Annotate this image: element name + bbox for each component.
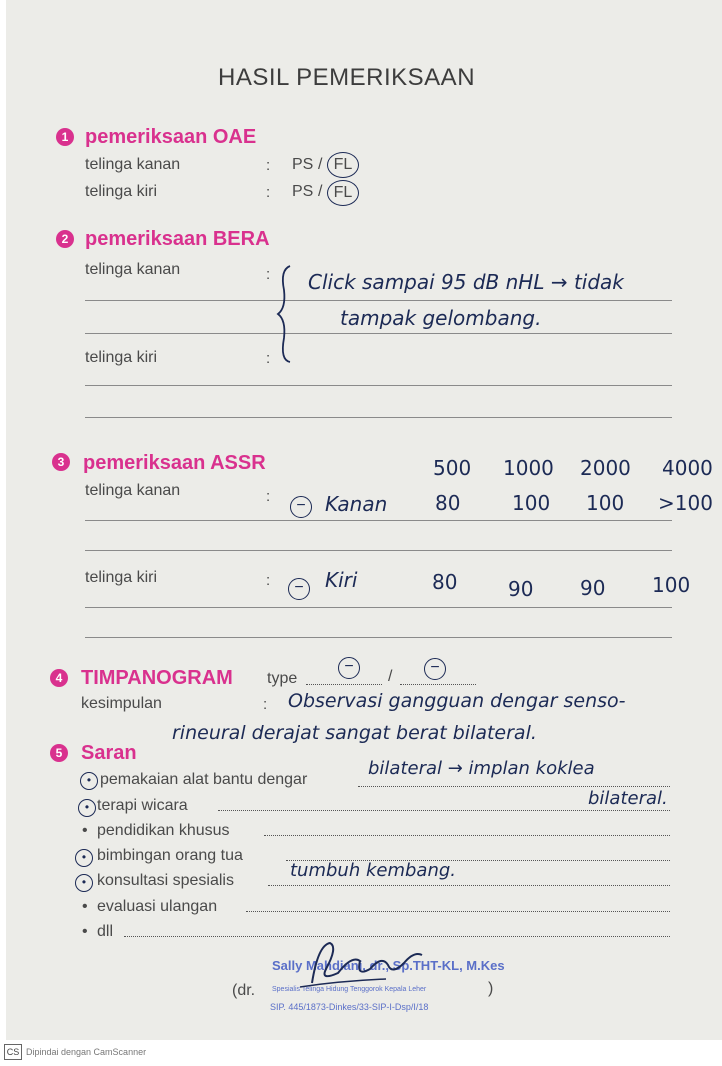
section-number-4: 4 (50, 669, 68, 687)
bera-hw-line1: Click sampai 95 dB nHL → tidak (308, 270, 624, 294)
oae-left-label: telinga kiri (85, 183, 158, 200)
bera-left-label: telinga kiri (85, 349, 158, 366)
oae-left-fl: FL (327, 180, 359, 206)
bera-line-1 (85, 300, 672, 301)
saran-item-2: pendidikan khusus (97, 822, 230, 839)
saran-item-0: pemakaian alat bantu dengar (100, 771, 308, 788)
saran-dots-2 (264, 835, 670, 836)
assr-left-colon: : (266, 572, 271, 589)
assr-line-4 (85, 637, 672, 638)
saran-note-4: tumbuh kembang. (290, 860, 457, 881)
saran-item-6: dll (97, 923, 114, 940)
signature-prefix: (dr. (232, 982, 256, 999)
oae-right-colon: : (266, 157, 271, 174)
bera-line-4 (85, 417, 672, 418)
oae-right-slash: / (318, 156, 323, 173)
signature-suffix: ) (488, 980, 494, 997)
conclusion-hw-line1: Observasi gangguan dengar senso- (288, 690, 626, 712)
bera-right-label: telinga kanan (85, 261, 181, 278)
assr-left-label: telinga kiri (85, 569, 158, 586)
assr-line-1 (85, 520, 672, 521)
saran-dots-5 (246, 911, 670, 912)
camscanner-logo: CS (4, 1044, 22, 1060)
saran-dots-0 (358, 786, 670, 787)
timpanogram-heading: TIMPANOGRAM (81, 667, 233, 689)
assr-right-500: 80 (435, 491, 461, 515)
assr-heading: pemeriksaan ASSR (83, 452, 266, 474)
assr-freq-500: 500 (433, 456, 472, 480)
section-number-5: 5 (50, 744, 68, 762)
oae-heading: pemeriksaan OAE (85, 126, 257, 148)
saran-check-1: • (78, 799, 96, 817)
stamp-sub: Spesialis Telinga Hidung Tenggorok Kepala Leher (272, 986, 427, 993)
bera-line-2 (85, 333, 672, 334)
saran-check-0: • (80, 772, 98, 790)
assr-freq-4000: 4000 (662, 456, 713, 480)
oae-left-colon: : (266, 184, 271, 201)
saran-check-4: • (75, 874, 93, 892)
assr-left-4000: 100 (652, 573, 691, 597)
assr-freq-2000: 2000 (580, 456, 631, 480)
timpanogram-type-dots-2 (400, 684, 476, 685)
conclusion-colon: : (263, 696, 268, 713)
assr-right-1000: 100 (512, 491, 551, 515)
assr-right-label: telinga kanan (85, 482, 181, 499)
bera-right-colon: : (266, 266, 271, 283)
bera-brace (276, 262, 300, 366)
assr-left-hw-label: Kiri (325, 568, 358, 592)
timpanogram-type-right: − (338, 657, 360, 679)
assr-right-minus: − (290, 496, 312, 518)
assr-right-hw-label: Kanan (325, 492, 388, 516)
oae-right-label: telinga kanan (85, 156, 181, 173)
section-number-3: 3 (52, 453, 70, 471)
saran-dots-4 (268, 885, 670, 886)
assr-left-500: 80 (432, 570, 458, 594)
saran-bullet-2: • (82, 822, 88, 839)
saran-item-3: bimbingan orang tua (97, 847, 243, 864)
conclusion-hw-line2: rineural derajat sangat berat bilateral. (172, 722, 537, 744)
timpanogram-slash: / (388, 668, 393, 685)
assr-freq-1000: 1000 (503, 456, 554, 480)
assr-left-2000: 90 (580, 576, 606, 600)
bera-line-3 (85, 385, 672, 386)
assr-line-3 (85, 607, 672, 608)
assr-right-2000: 100 (586, 491, 625, 515)
saran-dots-1 (218, 810, 670, 811)
saran-bullet-6: • (82, 923, 88, 940)
assr-left-1000: 90 (508, 577, 534, 601)
stamp-sip: SIP. 445/1873-Dinkes/33-SIP-I-Dsp/I/18 (270, 1002, 429, 1012)
signature-scribble (290, 925, 430, 995)
oae-right-ps: PS (292, 156, 314, 173)
assr-left-minus: − (288, 578, 310, 600)
assr-right-4000: >100 (658, 491, 713, 515)
section-number-2: 2 (56, 230, 74, 248)
bera-left-colon: : (266, 350, 271, 367)
assr-right-colon: : (266, 488, 271, 505)
saran-note-0: bilateral → implan koklea (368, 758, 595, 779)
assr-line-2 (85, 550, 672, 551)
saran-note-1: bilateral. (588, 788, 668, 809)
stamp-name: Sally Mahdiani, dr., Sp.THT-KL, M.Kes (272, 958, 505, 973)
oae-left-slash: / (318, 183, 323, 200)
timpanogram-type-left: − (424, 658, 446, 680)
saran-check-3: • (75, 849, 93, 867)
oae-right-fl: FL (327, 152, 359, 178)
timpanogram-type-label: type (267, 670, 298, 687)
page-title: HASIL PEMERIKSAAN (218, 64, 476, 91)
bera-hw-line2: tampak gelombang. (340, 306, 542, 330)
saran-heading: Saran (81, 742, 137, 764)
camscanner-text: Dipindai dengan CamScanner (26, 1047, 147, 1057)
timpanogram-type-dots-1 (306, 684, 382, 685)
bera-heading: pemeriksaan BERA (85, 228, 270, 250)
oae-left-ps: PS (292, 183, 314, 200)
saran-item-1: terapi wicara (97, 797, 188, 814)
saran-item-5: evaluasi ulangan (97, 898, 218, 915)
saran-item-4: konsultasi spesialis (97, 872, 234, 889)
conclusion-label: kesimpulan (81, 695, 162, 712)
saran-bullet-5: • (82, 898, 88, 915)
section-number-1: 1 (56, 128, 74, 146)
